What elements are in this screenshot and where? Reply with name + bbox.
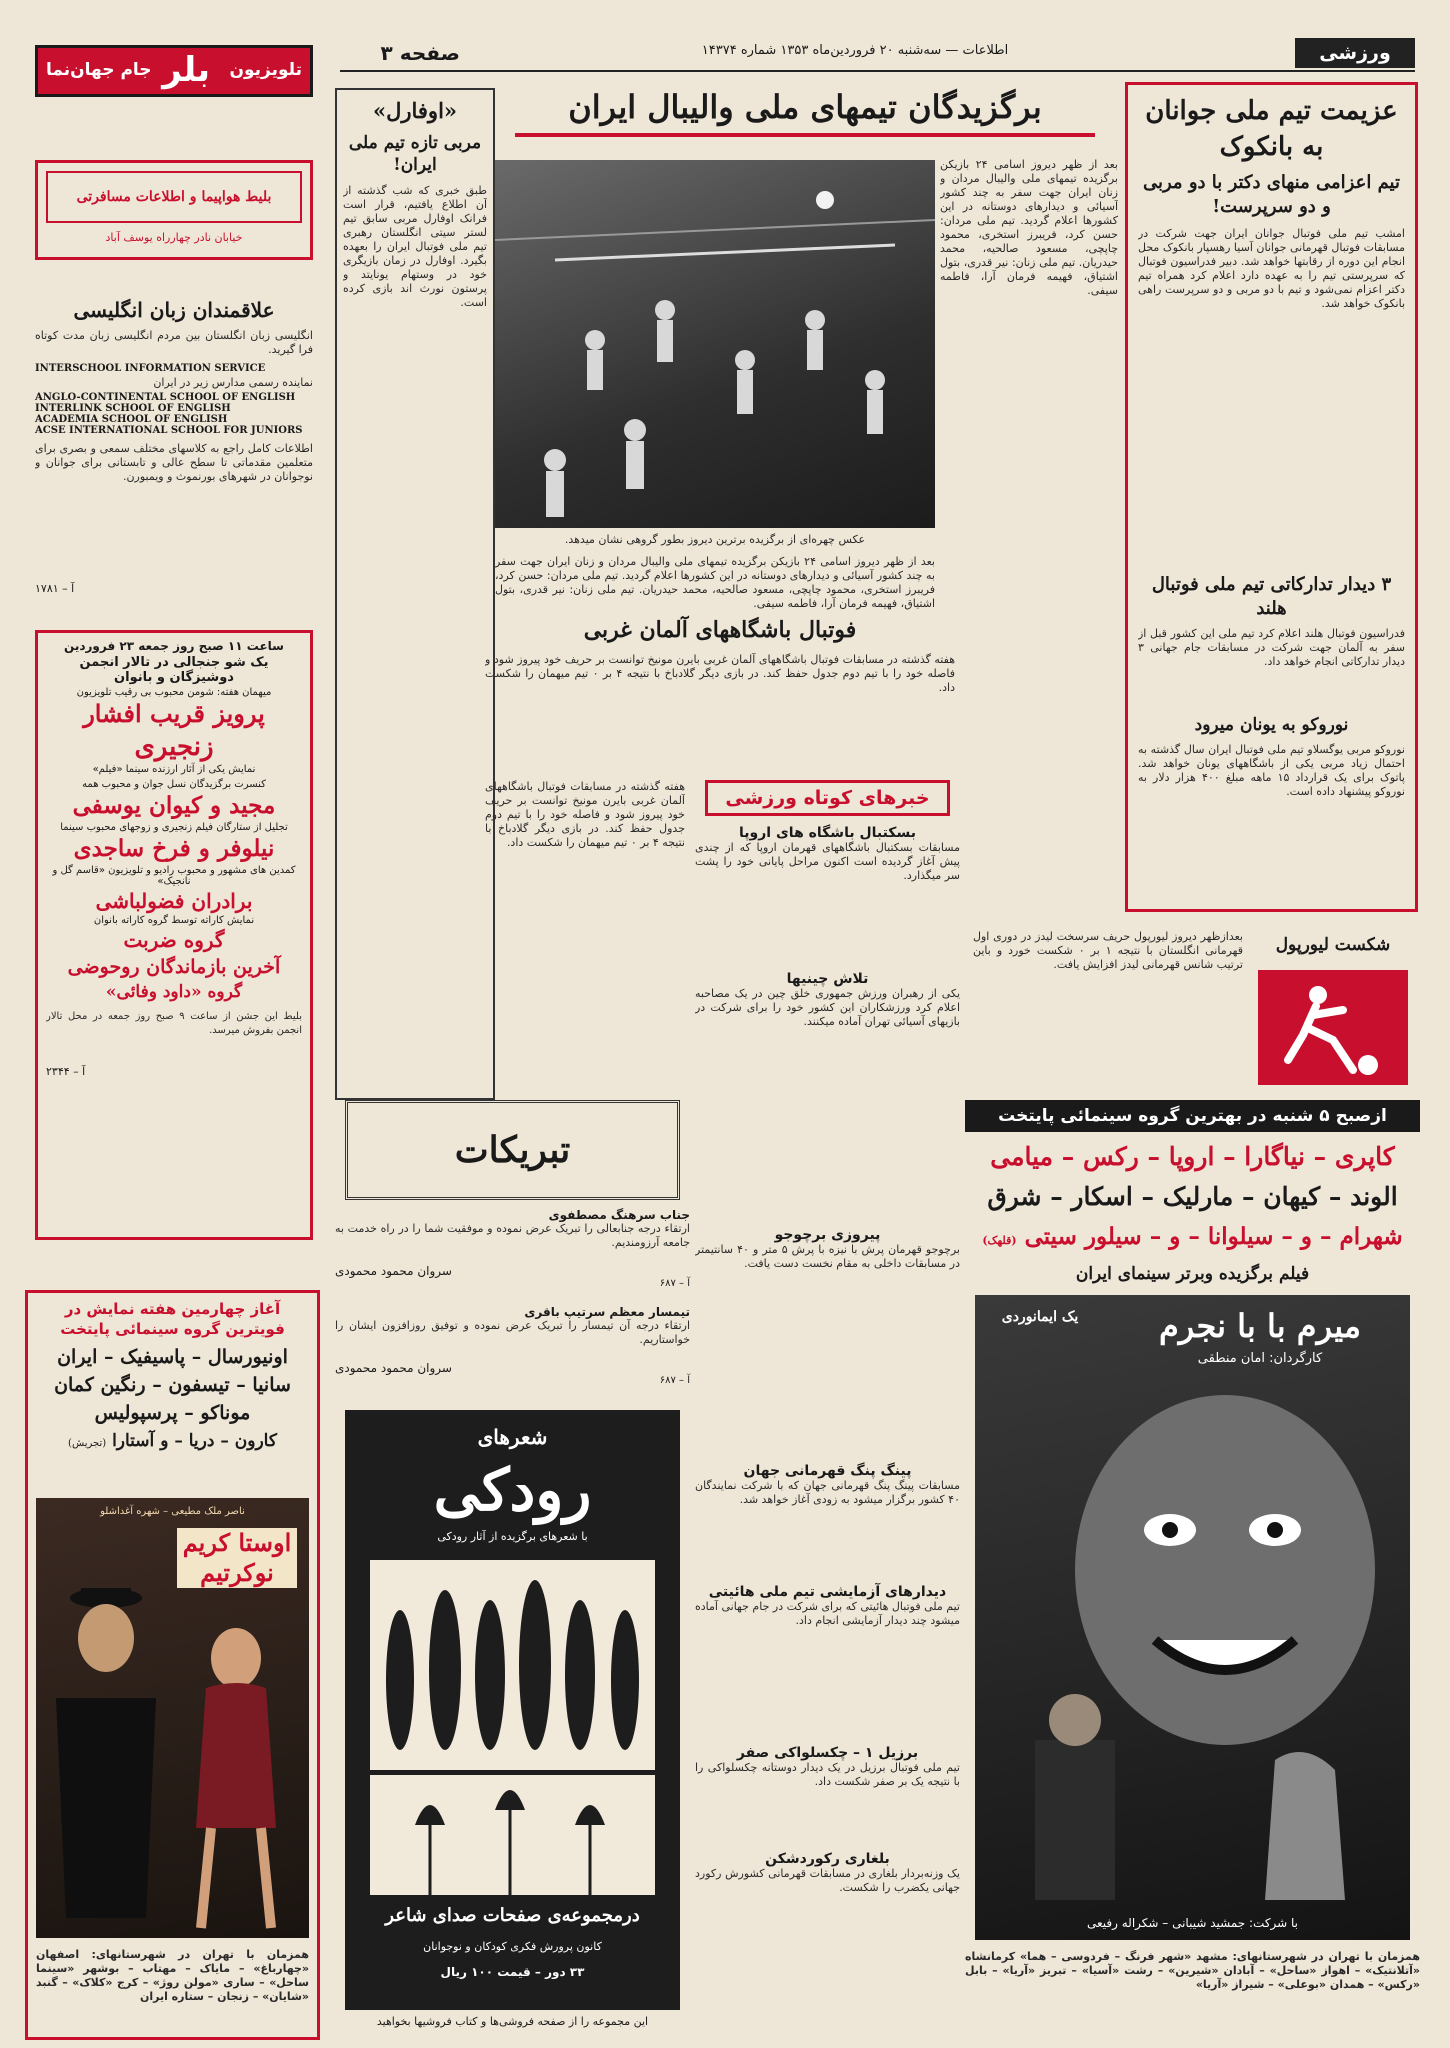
german-football-title: فوتبال باشگاههای آلمان غربی <box>583 617 857 643</box>
volleyball-photo <box>495 160 935 528</box>
news-item <box>695 1227 960 1453</box>
congrats-signature: سروان محمود محمودی <box>335 1361 452 1375</box>
poster-header: یک ایمانوردی <box>1001 1309 1079 1325</box>
liverpool-body: بعدازظهر دیروز لیورپول حریف سرسخت لیدز در دوری اول قهرمانی انگلستان با نتیجه ۱ بر ۰ شکست خورد و باین ترتیب شانس قهرمانی لیدز افزایش یافت. <box>973 930 1243 971</box>
show-guest-label: میهمان هفته: شومن محبوب بی رقیب تلویزیون <box>76 687 272 698</box>
rudaki-header: شعرهای <box>477 1425 548 1449</box>
congrats-code: آ – ۶۸۷ <box>659 1375 690 1386</box>
masthead <box>340 38 1415 68</box>
masthead-rule <box>340 70 1415 72</box>
volleyball-headline-box <box>495 85 1115 145</box>
cinema-left-line4 <box>34 1427 311 1458</box>
show-act3-desc: کمدین های مشهور و محبوب رادیو و تلویزیون «قاسم گل و نانجیک» <box>52 865 296 887</box>
poster-cast: ناصر ملک مطیعی – شهره آغداشلو <box>100 1506 245 1517</box>
cinema-left-footer: همزمان با تهران در شهرستانهای: اصفهان «چهارباغ» – مایاک – مهتاب – بوشهر «سینما ساحل» – ساری «مولن روژ» – کرج «کلاک» – گنبد «شایان» – زنجان – ستاره ایران <box>36 1948 309 2003</box>
youth-team-body: امشب تیم ملی فوتبال جوانان ایران جهت شرکت در مسابقات فوتبال قهرمانی جوانان آسیا رهسپار بانکوک محل انجام این دوره از رقابتها خواهد شد. دبیر فدراسیون فوتبال که سرپرستی تیم را به عهده دارد اعلام کرد همراه تیم دکتر اعزام نمی‌شود و تیم با دو مربی و دو سرپرست راهی بانکوک خواهد شد. <box>1138 227 1405 310</box>
rudaki-footer: این مجموعه را از صفحه فروشی‌ها و کتاب فروشیها بخواهید <box>376 2015 649 2028</box>
football-player-icon <box>1258 970 1408 1085</box>
news-item <box>695 1584 960 1735</box>
noroco-body: نوروکو مربی یوگسلاو تیم ملی فوتبال ایران سال گذشته به احتمال زیاد مربی یکی از باشگاههای یونان خواهد شد. پاتوک برای یک قرارداد ۱۵ ماهه مبلغ ۴۰۰ هزار دلار به نوروکو پیشنهاد داده است. <box>1138 743 1405 798</box>
poster-cast: با شرکت: جمشید شیبانی – شکراله رفیعی <box>1086 1916 1299 1930</box>
section-label: ورزشی <box>1295 38 1415 68</box>
congrats-code: آ – ۶۸۷ <box>659 1278 690 1289</box>
german-football-section <box>485 615 955 775</box>
show-act1: زنجیری <box>134 732 214 762</box>
show-intro: یک شو جنجالی در تالار انجمن دوشیزگان و بانوان <box>79 655 269 685</box>
ofarel-title: «اوفارل» <box>372 98 458 123</box>
cinema-right-line3-text: شهرام – و – سیلوانا – و – سیلور سیتی <box>1024 1223 1403 1250</box>
show-act4-desc: نمایش کاراته توسط گروه کاراته بانوان <box>93 915 255 926</box>
english-intro: انگلیسی زبان انگلستان بین مردم انگلیسی زبان مدت کوتاه فرا گیرید. <box>35 329 313 356</box>
cinema-right-footer: همزمان با تهران در شهرستانهای: مشهد «شهر فرنگ – فردوسی – هما» کرمانشاه «آتلانتیک» – اهواز «ساحل» – آبادان «شیرین» – رشت «آسیا» – تبریز «آریا» – بابل «رکس» – همدان «بوعلی» – شیراز «آریا» <box>965 1950 1420 1991</box>
english-title: علاقمندان زبان انگلیسی <box>73 298 275 322</box>
congrats-entry <box>335 1305 690 1395</box>
liverpool-section <box>970 925 1418 1105</box>
congrats-name: تیمسار معظم سرتیپ باقری <box>524 1305 690 1319</box>
news-item <box>695 971 960 1217</box>
poster-title: اوستا کریم نوکرتیم <box>177 1528 297 1588</box>
airline-logo-sub: خیابان نادر چهارراه یوسف آباد <box>105 231 243 244</box>
cinema-right-line1: کاپری – نیاگارا – اروپا – رکس – میامی <box>990 1142 1395 1171</box>
ofarel-box <box>335 88 495 1100</box>
german-football-body: هفته گذشته در مسابقات فوتبال باشگاههای آلمان غربی بایرن مونیخ توانست بر حریف خود پیروز شود و فاصله خود را با تیم دوم جدول حفظ کند. در بازی دیگر گلادباخ با نتیجه ۴ بر ۰ تیم میهمان را شکست داد. <box>485 653 955 694</box>
short-news-section <box>695 775 960 2045</box>
news-item-title: برزیل ۱ – چکسلواکی صفر <box>736 1745 919 1761</box>
netherlands-body: فدراسیون فوتبال هلند اعلام کرد تیم ملی این کشور قبل از سفر به آلمان جهت شرکت در مسابقات جام جهانی ۳ دیدار تدارکاتی انجام خواهد داد. <box>1138 627 1405 668</box>
cypress-trees-illustration <box>370 1560 655 1770</box>
news-item-title: تلاش چینیها <box>786 971 869 987</box>
show-act2-desc: تجلیل از ستارگان فیلم زنجیری و زوجهای محبوب سینما <box>60 822 288 833</box>
volleyball-body-continued: بعد از ظهر دیروز اسامی ۲۴ بازیکن برگزیده تیمهای ملی والیبال مردان و زنان ایران جهت سفر به چند کشور آسیائی و دیدارهای دوستانه در این کشورها اعلام گردید. تیم ملی مردان: حسن کرد، فریبرز استخری، محمود چاپچی، مسعود صالحیه، محمد حیدریان. تیم ملی زنان: نیر قدری، بتول اشتیاق، فهیمه فرمان آرا، فاطمه سیفی. <box>495 555 935 610</box>
cinema-right-line2: الوند – کیهان – مارلیک – اسکار – شرق <box>987 1182 1398 1211</box>
tv-ad-banner <box>35 45 313 97</box>
tulips-illustration <box>370 1775 655 1895</box>
rudaki-title: رودکی <box>433 1456 592 1524</box>
news-item-body: تیم ملی فوتبال هائیتی که برای شرکت در جام جهانی آماده میشود چند دیدار آزمایشی انجام داد. <box>695 1600 960 1627</box>
news-item-title: بلغاری رکوردشکن <box>765 1851 890 1867</box>
cinema-left-line2: سانیا – تیسفون – رنگین کمان <box>54 1374 291 1396</box>
youth-team-title: عزیمت تیم ملی جوانان به بانکوک <box>1145 96 1398 162</box>
english-service: INTERSCHOOL INFORMATION SERVICE <box>35 363 266 374</box>
congrats-name: جناب سرهنگ مصطفوی <box>548 1208 690 1222</box>
rudaki-collection: درمجموعه‌ی صفحات صدای شاعر <box>385 1905 640 1926</box>
congrats-title: تبریکات <box>454 1129 571 1171</box>
english-body: اطلاعات کامل راجع به کلاسهای مختلف سمعی و بصری برای متعلمین مقدماتی تا سطح عالی و تابستانی برای جوانان و نوجوانان در شهرهای بورنموث و ویمبورن. <box>35 442 313 483</box>
congrats-section <box>335 1100 690 1400</box>
news-item-body: مسابقات پینگ پنگ قهرمانی جهان که با شرکت نمایندگان ۴۰ کشور برگزار میشود به زودی آغاز خواهد شد. <box>695 1479 960 1506</box>
ofarel-body: طبق خبری که شب گذشته از آن اطلاع یافتیم، قرار است فرانک اوفارل مربی سابق تیم لستر سیتی انگلستان رهبری تیم ملی فوتبال ایران را بعهده بگیرد. اوفارل در زمان بازیگری خود در وستهام یونایتد و پرستون نورث اند بازی کرده است. <box>343 184 487 309</box>
rudaki-ad <box>345 1410 680 2010</box>
show-time: ساعت ۱۱ صبح روز جمعه ۲۳ فروردین <box>64 639 284 653</box>
news-item-body: تیم ملی فوتبال برزیل در یک دیدار دوستانه چکسلواکی را با نتیجه یک بر صفر شکست داد. <box>695 1761 960 1788</box>
congrats-body: ارتقاء درجه آن تیمسار را تبریک عرض نموده و توفیق روزافزون ایشان را خواستاریم. <box>335 1319 690 1346</box>
miram-poster <box>975 1295 1410 1940</box>
issue-info: اطلاعات — سه‌شنبه ۲۰ فروردین‌ماه ۱۳۵۳ شماره ۱۴۳۷۴ <box>701 43 1009 58</box>
cinema-left-line4-text: کارون – دریا – و آستارا <box>112 1431 277 1451</box>
news-item <box>695 1851 960 1937</box>
show-ad <box>35 630 313 1240</box>
cinema-left-ad <box>25 1290 320 2040</box>
show-footer: بلیط این جشن از ساعت ۹ صبح روز جمعه در محل تالار انجمن بفروش میرسد. <box>46 1011 302 1036</box>
english-schools-intro: نماینده رسمی مدارس زیر در ایران <box>153 376 313 389</box>
news-item-title: بسکتبال باشگاه های اروپا <box>739 825 916 841</box>
school-name: INTERLINK SCHOOL OF ENGLISH <box>35 403 231 414</box>
show-act6: آخرین بازماندگان روحوضی <box>67 956 281 978</box>
school-name: ANGLO-CONTINENTAL SCHOOL OF ENGLISH <box>35 392 296 403</box>
english-code: آ – ۱۷۸۱ <box>35 582 75 595</box>
poster-director: کارگردان: امان منطقی <box>1197 1351 1323 1366</box>
photo-caption: عکس چهره‌ای از برگزیده برترین دیروز بطور گروهی نشان میدهد. <box>564 533 866 546</box>
rudaki-publisher: کانون پرورش فکری کودکان و نوجوانان <box>423 1940 602 1953</box>
youth-team-box <box>1125 82 1418 912</box>
short-news-list <box>695 825 960 2045</box>
news-item <box>695 1463 960 1574</box>
news-item <box>695 1745 960 1841</box>
news-item-body: برچوجو قهرمان پرش با نیزه با پرش ۵ متر و ۴۰ سانتیمتر در مسابقات داخلی به مقام نخست دست یافت. <box>695 1243 960 1270</box>
poster-title: میرم با با نجرم <box>1158 1307 1362 1345</box>
volleyball-headline: برگزیدگان تیمهای ملی والیبال ایران <box>568 88 1042 126</box>
news-item-title: پیروزی برچوجو <box>774 1227 881 1243</box>
news-item-body: یکی از رهبران ورزش جمهوری خلق چین در یک مصاحبه اعلام کرد ورزشکاران این کشور خود را برای شرکت در بازیهای آسیائی تهران آماده میکنند. <box>695 987 960 1028</box>
show-act2: مجید و کیوان یوسفی <box>72 792 276 819</box>
congrats-body: ارتقاء درجه جنابعالی را تبریک عرض نموده و موفقیت شما را در راه خدمت به جامعه آرزومندیم. <box>335 1222 690 1249</box>
cinema-right-tag: فیلم برگزیده وبرتر سینمای ایران <box>1075 1264 1310 1284</box>
short-news-header: خبرهای کوتاه ورزشی <box>705 780 950 816</box>
show-act4: برادران فضولباشی <box>95 889 253 913</box>
congrats-signature: سروان محمود محمودی <box>335 1264 452 1278</box>
youth-team-subtitle: تیم اعزامی منهای دکتر با دو مربی و دو سرپرست! <box>1142 172 1401 217</box>
tv-ad-brand: بلر <box>162 50 210 90</box>
rudaki-price: ۳۳ دور – قیمت ۱۰۰ ریال <box>440 1965 585 1979</box>
cinema-left-intro: آغاز چهارمین هفته نمایش در فویترین گروه سینمائی پایتخت <box>60 1300 285 1338</box>
tv-ad-left: تلویزیون <box>229 60 302 80</box>
show-act6-desc: گروه «داود وفائی» <box>105 982 243 1002</box>
page-number: صفحه ۳ <box>380 41 460 65</box>
news-item <box>695 825 960 961</box>
cinema-right-intro: ازصبح ۵ شنبه در بهترین گروه سینمائی پایتخت <box>965 1100 1420 1132</box>
english-ad <box>35 295 313 625</box>
news-item-body: یک وزنه‌بردار بلغاری در مسابقات قهرمانی کشورش رکورد جهانی یکضرب را شکست. <box>695 1867 960 1894</box>
tv-ad-right: جام جهان‌نما <box>46 60 152 80</box>
netherlands-title: ۳ دیدار تدارکاتی تیم ملی فوتبال هلند <box>1151 574 1392 619</box>
show-host: پرویز قریب افشار <box>83 699 265 728</box>
news-item-title: پینگ پنگ قهرمانی جهان <box>743 1463 912 1479</box>
rudaki-subtitle: با شعرهای برگزیده از آثار رودکی <box>437 1530 588 1543</box>
cinema-right-line3 <box>965 1220 1420 1258</box>
headline-underline <box>515 133 1095 137</box>
german-football-body-continued: هفته گذشته در مسابقات فوتبال باشگاههای آلمان غربی بایرن مونیخ توانست بر حریف خود پیروز شود و فاصله خود را با تیم دوم جدول حفظ کند. در بازی دیگر گلادباخ با نتیجه ۴ بر ۰ تیم میهمان را شکست داد. <box>485 780 685 849</box>
liverpool-title: شکست لیورپول <box>1275 935 1391 955</box>
show-act1-desc: نمایش یکی از آثار ارزنده سینما «فیلم» <box>92 764 256 775</box>
show-act2-label: کنسرت برگزیدگان نسل جوان و محبوب همه <box>82 779 266 790</box>
cinema-left-line3: موناکو – پرسپولیس <box>94 1402 251 1424</box>
cinema-left-line1: اونیورسال – پاسیفیک – ایران <box>57 1346 288 1368</box>
news-item-title: دیدارهای آزمایشی تیم ملی هائیتی <box>708 1584 947 1600</box>
volleyball-body: بعد از ظهر دیروز اسامی ۲۴ بازیکن برگزیده تیمهای ملی والیبال مردان و زنان ایران جهت سفر به چند کشور آسیائی و دیدارهای دوستانه در این کشورها اعلام گردید. تیم ملی مردان: حسن کرد، فریبرز استخری، محمود چاپچی، مسعود صالحیه، محمد حیدریان. تیم ملی زنان: نیر قدری، بتول اشتیاق، فهیمه فرمان آرا، فاطمه سیفی. <box>940 158 1118 297</box>
cinema-left-line4-note: (تجریش) <box>68 1438 107 1449</box>
school-name: ACADEMIA SCHOOL OF ENGLISH <box>35 414 228 425</box>
airline-logo-inner: بلیط هواپیما و اطلاعات مسافرتی <box>46 171 302 223</box>
show-code: آ – ۲۳۴۴ <box>46 1065 86 1078</box>
congrats-ornate-frame <box>345 1100 680 1200</box>
cinema-right-ad <box>965 1100 1420 2040</box>
noroco-title: نوروکو به یونان میرود <box>1194 715 1349 735</box>
cinema-right-line3-note: (قلهک) <box>982 1234 1017 1247</box>
news-item-body: مسابقات بسکتبال باشگاههای قهرمان اروپا که از چندی پیش آغاز گردیده است اکنون مراحل پایانی خود را پشت سر میگذارد. <box>695 841 960 882</box>
school-name: ACSE INTERNATIONAL SCHOOL FOR JUNIORS <box>35 425 303 436</box>
show-act5: گروه ضربت <box>123 928 225 952</box>
airline-logo-ad <box>35 160 313 260</box>
ostakarim-poster <box>36 1498 309 1938</box>
show-act3: نیلوفر و فرخ ساجدی <box>73 835 275 862</box>
ofarel-subtitle: مربی تازه تیم ملی ایران! <box>348 133 482 175</box>
congrats-entry <box>335 1208 690 1298</box>
